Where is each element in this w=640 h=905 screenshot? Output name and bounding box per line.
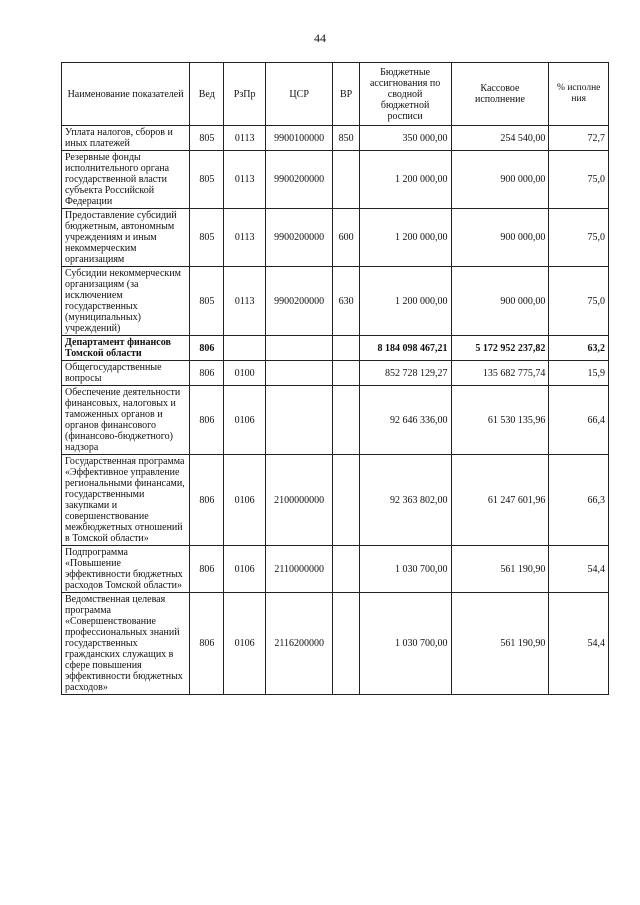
table-row bbox=[62, 455, 609, 546]
cell-allocations: 1 200 000,00 bbox=[359, 151, 451, 209]
header-rzpr: РзПр bbox=[224, 63, 265, 126]
cell-vr: 600 bbox=[333, 209, 359, 267]
cell-percent: 54,4 bbox=[549, 546, 609, 593]
table-row bbox=[62, 126, 609, 151]
cell-execution: 254 540,00 bbox=[451, 126, 549, 151]
cell-execution: 5 172 952 237,82 bbox=[451, 336, 549, 361]
cell-name: Ведомственная целевая программа «Совершенствование профессиональных знаний государственных гражданских служащих в сфере повышения эффективности бюджетных расходов» bbox=[62, 593, 190, 695]
cell-name: Уплата налогов, сборов и иных платежей bbox=[62, 126, 190, 151]
table-row bbox=[62, 209, 609, 267]
header-allocations: Бюджетные ассигнования по сводной бюджетной росписи bbox=[359, 63, 451, 126]
cell-percent: 75,0 bbox=[549, 151, 609, 209]
cell-allocations: 852 728 129,27 bbox=[359, 361, 451, 386]
page-number: 44 bbox=[314, 31, 326, 45]
cell-vr bbox=[333, 151, 359, 209]
cell-execution: 900 000,00 bbox=[451, 209, 549, 267]
cell-ved: 805 bbox=[190, 209, 224, 267]
cell-ved: 805 bbox=[190, 267, 224, 336]
cell-csr: 2116200000 bbox=[265, 593, 333, 695]
cell-allocations: 8 184 098 467,21 bbox=[359, 336, 451, 361]
cell-name: Обеспечение деятельности финансовых, налоговых и таможенных органов и органов финансового (финансово-бюджетного) надзора bbox=[62, 386, 190, 455]
cell-vr bbox=[333, 546, 359, 593]
table-row bbox=[62, 336, 609, 361]
cell-name: Государственная программа «Эффективное управление региональными финансами, государственными закупками и совершенствование межбюджетных отношений в Томской области» bbox=[62, 455, 190, 546]
cell-execution: 900 000,00 bbox=[451, 151, 549, 209]
table-row bbox=[62, 151, 609, 209]
table-header-row bbox=[62, 63, 609, 126]
cell-percent: 54,4 bbox=[549, 593, 609, 695]
cell-percent: 63,2 bbox=[549, 336, 609, 361]
cell-vr: 630 bbox=[333, 267, 359, 336]
cell-rzpr: 0113 bbox=[224, 151, 265, 209]
cell-rzpr: 0106 bbox=[224, 593, 265, 695]
cell-csr: 2110000000 bbox=[265, 546, 333, 593]
header-execution: Кассовое исполнение bbox=[451, 63, 549, 126]
cell-allocations: 1 030 700,00 bbox=[359, 546, 451, 593]
cell-rzpr: 0106 bbox=[224, 546, 265, 593]
table-row bbox=[62, 386, 609, 455]
cell-csr: 2100000000 bbox=[265, 455, 333, 546]
cell-ved: 806 bbox=[190, 336, 224, 361]
cell-rzpr: 0106 bbox=[224, 455, 265, 546]
cell-name: Предоставление субсидий бюджетным, автономным учреждениям и иным некоммерческим организациям bbox=[62, 209, 190, 267]
cell-name: Резервные фонды исполнительного органа государственной власти субъекта Российской Федерации bbox=[62, 151, 190, 209]
cell-execution: 135 682 775,74 bbox=[451, 361, 549, 386]
cell-percent: 66,3 bbox=[549, 455, 609, 546]
cell-rzpr: 0113 bbox=[224, 126, 265, 151]
cell-csr: 9900100000 bbox=[265, 126, 333, 151]
table-row bbox=[62, 546, 609, 593]
cell-name: Субсидии некоммерческим организациям (за исключением государственных (муниципальных) учреждений) bbox=[62, 267, 190, 336]
table-row bbox=[62, 267, 609, 336]
cell-csr bbox=[265, 386, 333, 455]
cell-vr bbox=[333, 386, 359, 455]
cell-percent: 75,0 bbox=[549, 267, 609, 336]
cell-rzpr: 0100 bbox=[224, 361, 265, 386]
cell-percent: 75,0 bbox=[549, 209, 609, 267]
cell-rzpr: 0113 bbox=[224, 209, 265, 267]
cell-rzpr: 0106 bbox=[224, 386, 265, 455]
cell-csr bbox=[265, 361, 333, 386]
cell-vr bbox=[333, 336, 359, 361]
cell-execution: 561 190,90 bbox=[451, 546, 549, 593]
cell-rzpr: 0113 bbox=[224, 267, 265, 336]
cell-allocations: 1 030 700,00 bbox=[359, 593, 451, 695]
cell-allocations: 1 200 000,00 bbox=[359, 209, 451, 267]
cell-ved: 805 bbox=[190, 126, 224, 151]
cell-execution: 61 247 601,96 bbox=[451, 455, 549, 546]
budget-execution-table bbox=[61, 62, 609, 695]
cell-csr: 9900200000 bbox=[265, 209, 333, 267]
header-vr: ВР bbox=[333, 63, 359, 126]
header-ved: Вед bbox=[190, 63, 224, 126]
cell-csr: 9900200000 bbox=[265, 267, 333, 336]
cell-ved: 805 bbox=[190, 151, 224, 209]
cell-allocations: 1 200 000,00 bbox=[359, 267, 451, 336]
cell-name: Общегосударственные вопросы bbox=[62, 361, 190, 386]
cell-ved: 806 bbox=[190, 593, 224, 695]
cell-execution: 900 000,00 bbox=[451, 267, 549, 336]
cell-name: Подпрограмма «Повышение эффективности бюджетных расходов Томской области» bbox=[62, 546, 190, 593]
header-name: Наименование показателей bbox=[62, 63, 190, 126]
cell-csr: 9900200000 bbox=[265, 151, 333, 209]
cell-percent: 15,9 bbox=[549, 361, 609, 386]
cell-csr bbox=[265, 336, 333, 361]
table-body bbox=[62, 126, 609, 695]
cell-ved: 806 bbox=[190, 455, 224, 546]
cell-ved: 806 bbox=[190, 386, 224, 455]
header-csr: ЦСР bbox=[265, 63, 333, 126]
cell-allocations: 92 363 802,00 bbox=[359, 455, 451, 546]
cell-execution: 61 530 135,96 bbox=[451, 386, 549, 455]
cell-name: Департамент финансов Томской области bbox=[62, 336, 190, 361]
header-percent: % исполне ния bbox=[549, 63, 609, 126]
cell-ved: 806 bbox=[190, 361, 224, 386]
cell-allocations: 92 646 336,00 bbox=[359, 386, 451, 455]
cell-execution: 561 190,90 bbox=[451, 593, 549, 695]
cell-vr: 850 bbox=[333, 126, 359, 151]
cell-ved: 806 bbox=[190, 546, 224, 593]
cell-vr bbox=[333, 593, 359, 695]
cell-vr bbox=[333, 361, 359, 386]
cell-rzpr bbox=[224, 336, 265, 361]
cell-allocations: 350 000,00 bbox=[359, 126, 451, 151]
cell-percent: 72,7 bbox=[549, 126, 609, 151]
table-row bbox=[62, 593, 609, 695]
cell-vr bbox=[333, 455, 359, 546]
cell-percent: 66,4 bbox=[549, 386, 609, 455]
table-row bbox=[62, 361, 609, 386]
